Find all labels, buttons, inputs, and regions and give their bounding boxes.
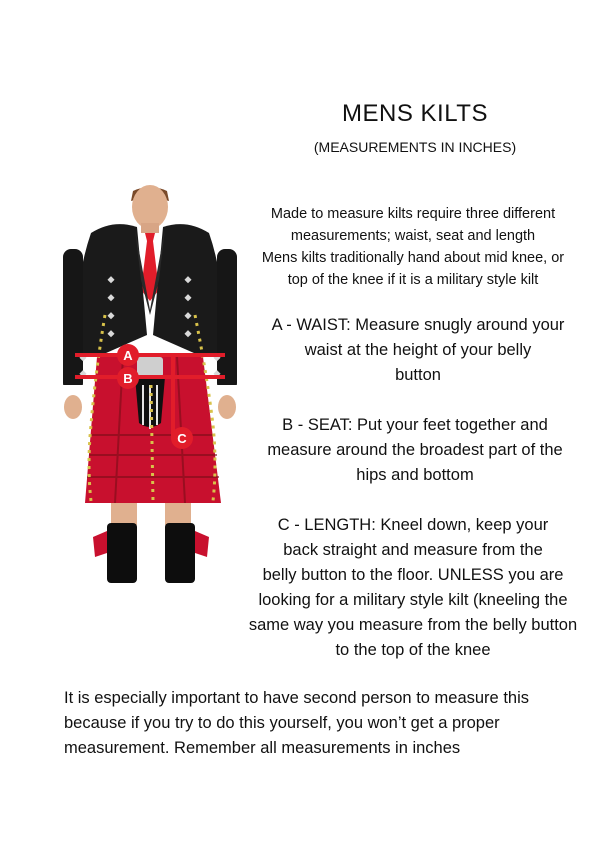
- marker-b-icon: [117, 367, 139, 389]
- kilt-measurement-figure: [55, 185, 245, 585]
- seat-line: B - SEAT: Put your feet together and: [282, 416, 548, 434]
- seat-instruction: [240, 413, 590, 488]
- length-line: same way you measure from the belly button: [248, 616, 578, 634]
- intro-line: top of the knee if it is a military style kilt: [287, 272, 539, 288]
- footer-line: because if you try to do this yourself, you won’t get a proper: [64, 714, 500, 732]
- length-line: looking for a military style kilt (kneeling the: [258, 591, 568, 609]
- footer-line: It is especially important to have second person to measure this: [64, 689, 529, 707]
- waist-line: button: [395, 366, 441, 384]
- marker-c-icon: [171, 427, 193, 449]
- footer-note: [64, 686, 584, 761]
- waist-line: waist at the height of your belly: [304, 341, 532, 359]
- sporran: [135, 357, 165, 429]
- length-line: belly button to the floor. UNLESS you are: [262, 566, 564, 584]
- page-title: MENS KILTS: [342, 100, 488, 127]
- length-line: back straight and measure from the: [283, 541, 543, 559]
- length-instruction: [232, 513, 594, 663]
- marker-b-label: B: [123, 371, 133, 386]
- intro-line: Mens kilts traditionally hand about mid knee, or: [261, 250, 565, 266]
- marker-c-label: C: [177, 431, 187, 446]
- length-line: to the top of the knee: [335, 641, 491, 659]
- seat-line: measure around the broadest part of the: [267, 441, 563, 459]
- marker-a-label: A: [123, 348, 133, 363]
- intro-line: measurements; waist, seat and length: [290, 228, 536, 244]
- length-line: C - LENGTH: Kneel down, keep your: [277, 516, 549, 534]
- footer-line: measurement. Remember all measurements in inches: [64, 739, 461, 757]
- waist-instruction: [248, 313, 588, 388]
- head: [131, 185, 169, 233]
- legs: [93, 503, 209, 583]
- seat-line: hips and bottom: [356, 466, 474, 484]
- marker-a-icon: [117, 344, 139, 366]
- intro-line: Made to measure kilts require three different: [270, 206, 556, 222]
- intro-paragraph: [238, 203, 588, 291]
- waist-line: A - WAIST: Measure snugly around your: [271, 316, 565, 334]
- page-subtitle: (MEASUREMENTS IN INCHES): [313, 139, 517, 155]
